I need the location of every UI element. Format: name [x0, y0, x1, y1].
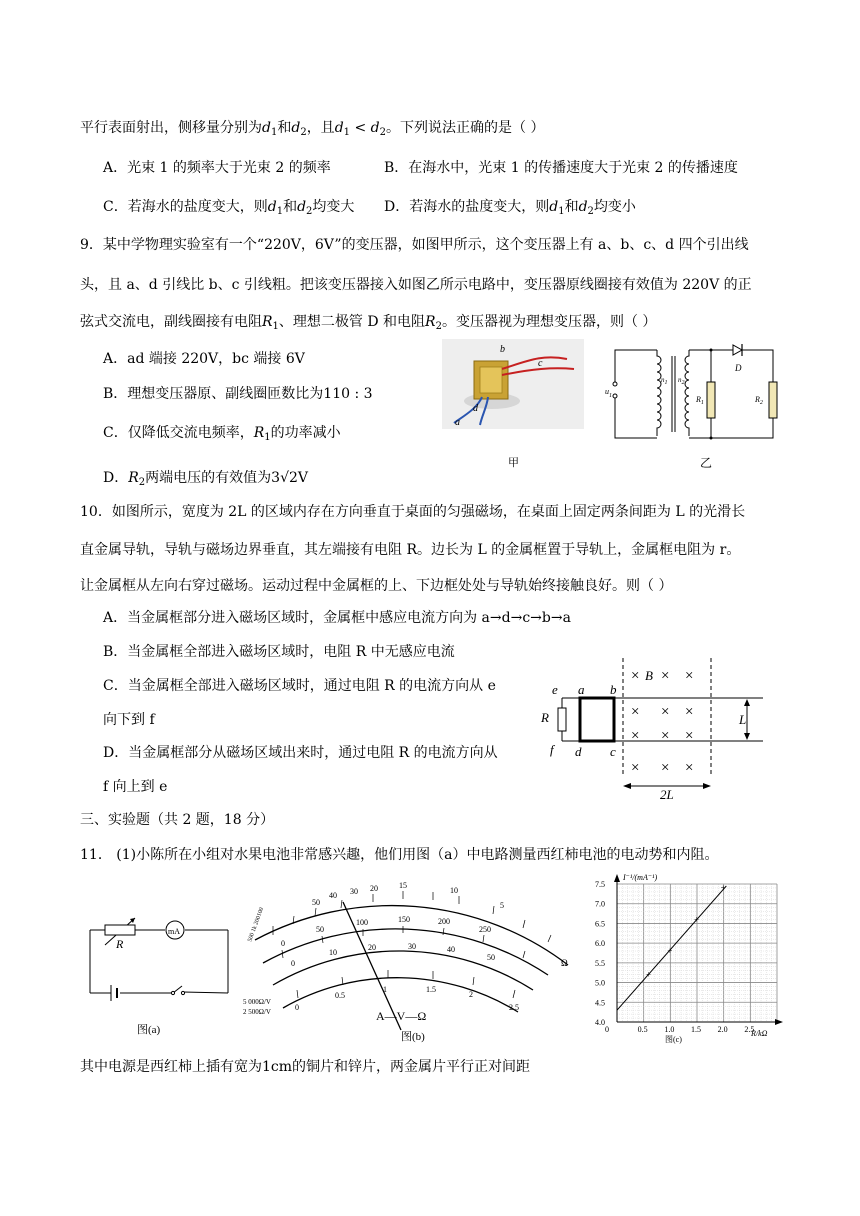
- svg-text:0: 0: [291, 959, 295, 968]
- svg-text:250: 250: [479, 925, 491, 934]
- q10-line2: 直金属导轨，导轨与磁场边界垂直，其左端接有电阻 R。边长为 L 的金属框置于导轨上，金属框电阻为 r。: [80, 542, 741, 558]
- data-point: +: [667, 946, 673, 957]
- svg-text:50: 50: [487, 953, 495, 962]
- svg-text:f: f: [550, 742, 554, 757]
- q8-option-b: B．在海水中，光束 1 的传播速度大于光束 2 的传播速度: [384, 160, 738, 176]
- svg-text:×: ×: [661, 760, 670, 776]
- svg-text:b: b: [610, 682, 617, 697]
- figure-a-r-label: R: [116, 937, 124, 951]
- svg-text:×: ×: [631, 760, 640, 776]
- photo-label-b: b: [500, 344, 505, 355]
- svg-text:30: 30: [350, 887, 358, 896]
- svg-text:c: c: [610, 744, 616, 759]
- y-tick-label: 5.0: [595, 978, 605, 988]
- fig-jia-caption: 甲: [508, 456, 519, 469]
- svg-text:d: d: [575, 744, 582, 759]
- y-tick-label: 4.5: [595, 998, 605, 1008]
- svg-text:L: L: [739, 712, 747, 727]
- q8-option-c: C．若海水的盐度变大，则$d_1$和$d_2$均变大: [103, 199, 355, 217]
- y-tick-label: 6.0: [595, 939, 605, 949]
- svg-text:×: ×: [661, 728, 670, 744]
- svg-text:50: 50: [312, 898, 320, 907]
- svg-text:×: ×: [631, 668, 640, 684]
- q8-option-a: A．光束 1 的频率大于光束 2 的频率: [103, 160, 331, 176]
- y-tick-label: 5.5: [595, 958, 605, 968]
- x-tick-label: 0.5: [637, 1025, 648, 1034]
- section-3-heading: 三、实验题（共 2 题，18 分）: [80, 812, 275, 828]
- figure-c-caption: 图(c): [665, 1035, 682, 1044]
- y-tick-label: 7.5: [595, 880, 605, 889]
- transformer-photo: [442, 339, 584, 429]
- transformer-circuit: [605, 340, 785, 445]
- svg-text:×: ×: [685, 760, 694, 776]
- q11-line1: 11． (1)小陈所在小组对水果电池非常感兴趣，他们用图（a）中电路测量西红柿电池的电动势和内阻。: [80, 847, 719, 863]
- svg-text:n1: n1: [661, 376, 668, 386]
- x-tick-label: 0: [605, 1025, 609, 1034]
- q9-option-a: A．ad 端接 220V，bc 端接 6V: [103, 351, 305, 367]
- q10-option-a: A．当金属框部分进入磁场区域时，金属框中感应电流方向为 a→d→c→b→a: [103, 610, 571, 626]
- svg-text:20: 20: [370, 884, 378, 893]
- svg-text:×: ×: [685, 668, 694, 684]
- q10-option-c-line1: C．当金属框全部进入磁场区域时，通过电阻 R 的电流方向从 e: [103, 678, 496, 694]
- q11-tail: 其中电源是西红柿上插有宽为1cm的铜片和锌片，两金属片平行正对间距: [80, 1059, 531, 1075]
- q9-line2: 头，且 a、d 引线比 b、c 引线粗。把该变压器接入如图乙所示电路中，变压器原线圈接有效值为 220V 的正: [80, 277, 752, 293]
- q8-stem: 平行表面射出，侧移量分别为$d_1$和$d_2$，且$d_1 < d_2$。下列说法正确的是（ ）: [80, 120, 545, 138]
- svg-text:u1: $u_1$: [605, 387, 612, 399]
- magnetic-field-figure: [535, 656, 765, 801]
- photo-label-d: d: [473, 403, 478, 414]
- q10-option-c-line2: 向下到 f: [103, 712, 155, 728]
- x-tick-label: 1.5: [691, 1025, 701, 1034]
- svg-text:R1: $R_1$: [696, 395, 704, 406]
- svg-text:0: 0: [281, 939, 285, 948]
- chart-x-label: R/kΩ: [751, 1029, 768, 1038]
- q9-option-d: D．$R_2$两端电压的有效值为3√2V: [103, 470, 309, 488]
- svg-text:15: 15: [399, 881, 407, 890]
- svg-text:×: ×: [631, 704, 640, 720]
- y-tick-label: 7.0: [595, 899, 605, 909]
- figure-b-meter: [243, 880, 573, 1045]
- svg-text:1: 1: [383, 985, 387, 994]
- svg-text:2L: 2L: [660, 787, 674, 801]
- svg-text:20: 20: [368, 943, 376, 952]
- q9-line3: 弦式交流电，副线圈接有电阻$R_1$、理想二极管 D 和电阻$R_2$。变压器视为理想变压器，则（ ）: [80, 314, 657, 332]
- data-point: +: [694, 914, 700, 925]
- svg-text:10: 10: [450, 886, 458, 895]
- svg-text:0.5: 0.5: [335, 991, 345, 1000]
- svg-text:10: 10: [329, 948, 337, 957]
- data-point: +: [720, 882, 726, 893]
- svg-text:Ω: Ω: [561, 958, 568, 968]
- svg-text:2 500Ω/V: 2 500Ω/V: [243, 1008, 271, 1016]
- x-tick-label: 2.0: [717, 1025, 728, 1034]
- svg-text:500 1k 200100: 500 1k 200100: [247, 906, 266, 943]
- y-tick-label: 6.5: [595, 919, 605, 929]
- svg-text:×: ×: [661, 704, 670, 720]
- svg-text:0: 0: [295, 1003, 299, 1012]
- svg-text:×: ×: [685, 704, 694, 720]
- svg-text:5 000Ω/V: 5 000Ω/V: [243, 998, 271, 1006]
- q9-line1: 9．某中学物理实验室有一个“220V，6V”的变压器，如图甲所示，这个变压器上有 a、b、c、d 四个引出线: [80, 237, 749, 253]
- q10-option-d-line2: f 向上到 e: [103, 779, 168, 795]
- svg-text:50: 50: [316, 925, 324, 934]
- svg-text:×: ×: [685, 728, 694, 744]
- figure-b-caption: 图(b): [401, 1031, 425, 1043]
- svg-text:100: 100: [356, 918, 368, 927]
- q8-option-d: D．若海水的盐度变大，则$d_1$和$d_2$均变小: [384, 199, 636, 217]
- svg-text:5: 5: [500, 901, 504, 910]
- svg-text:30: 30: [408, 942, 416, 951]
- figure-c-chart: [585, 870, 790, 1045]
- photo-label-c: c: [538, 358, 543, 369]
- fig-yi-caption: 乙: [700, 456, 713, 470]
- svg-text:R: R: [541, 710, 549, 725]
- data-point: +: [646, 969, 652, 980]
- svg-text:D: D: [735, 363, 742, 373]
- svg-text:150: 150: [398, 915, 410, 924]
- photo-label-a: a: [455, 417, 460, 428]
- svg-text:e: e: [552, 682, 558, 697]
- q10-option-b: B．当金属框全部进入磁场区域时，电阻 R 中无感应电流: [103, 644, 455, 660]
- q9-option-b: B．理想变压器原、副线圈匝数比为110 : 3: [103, 386, 373, 402]
- figure-a-circuit: [80, 910, 240, 1040]
- x-tick-label: 1.0: [664, 1025, 675, 1034]
- svg-text:40: 40: [329, 891, 337, 900]
- meter-label: A—V—Ω: [376, 1009, 427, 1023]
- q10-line1: 10．如图所示，宽度为 2L 的区域内存在方向垂直于桌面的匀强磁场，在桌面上固定两条间距为 L 的光滑长: [80, 504, 746, 520]
- svg-text:R2: $R_2$: [755, 395, 763, 406]
- figure-a-caption: 图(a): [137, 1024, 161, 1036]
- chart-y-label: I⁻¹/(mA⁻¹): [623, 873, 658, 882]
- x-tick-label: 2.5: [744, 1025, 755, 1034]
- q10-line3: 让金属框从左向右穿过磁场。运动过程中金属框的上、下边框处处与导轨始终接触良好。则（ ）: [80, 578, 673, 594]
- svg-text:a: a: [578, 682, 585, 697]
- q10-option-d-line1: D．当金属框部分从磁场区域出来时，通过电阻 R 的电流方向从: [103, 745, 498, 761]
- svg-text:40: 40: [447, 945, 455, 954]
- svg-text:×: ×: [661, 668, 670, 684]
- svg-text:200: 200: [438, 917, 450, 926]
- svg-text:1.5: 1.5: [426, 985, 436, 994]
- figure-a-ma-label: mA: [168, 927, 180, 936]
- svg-text:×: ×: [631, 728, 640, 744]
- svg-text:B: B: [645, 668, 653, 683]
- y-tick-label: 4.0: [595, 1018, 605, 1027]
- svg-text:n2: n2: [678, 376, 685, 386]
- svg-text:2.5: 2.5: [509, 1003, 519, 1012]
- q9-option-c: C．仅降低交流电频率，$R_1$的功率减小: [103, 425, 341, 443]
- svg-text:2: 2: [469, 990, 473, 999]
